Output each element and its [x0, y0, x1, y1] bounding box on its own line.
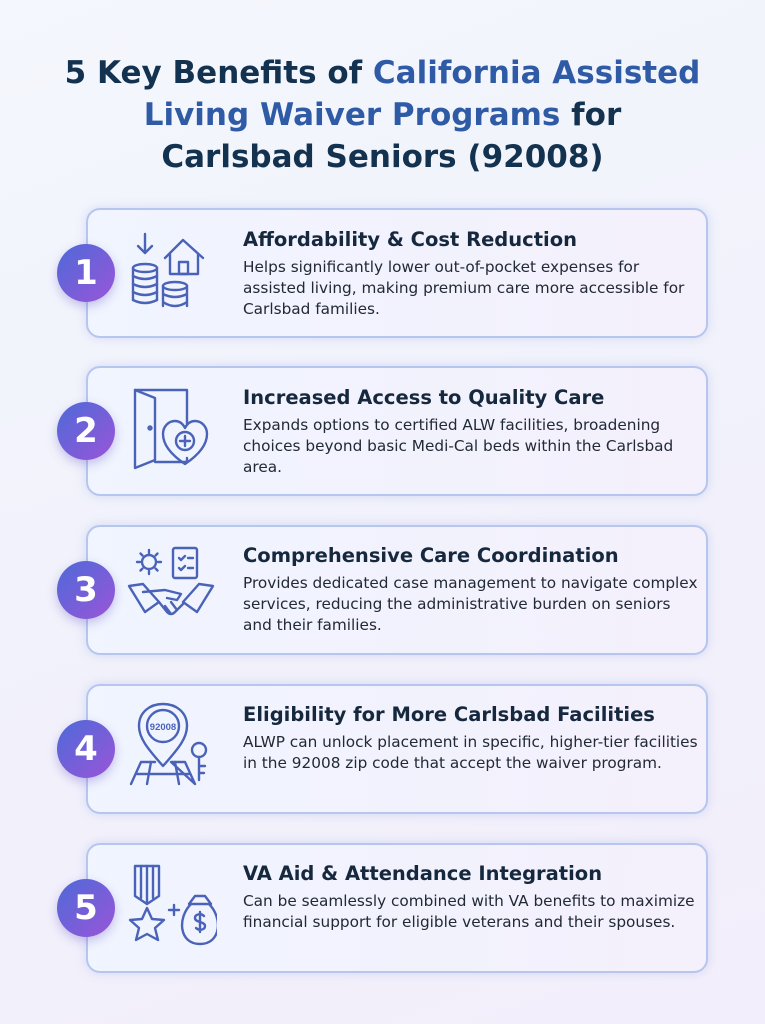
benefit-title-3: Comprehensive Care Coordination	[243, 544, 619, 567]
benefit-title-2: Increased Access to Quality Care	[243, 386, 605, 409]
location-key-icon	[125, 700, 217, 790]
number-badge-4: 4	[57, 720, 115, 778]
benefit-description-3: Provides dedicated case management to navigate complex services, reducing the administrative burden on seniors and their families.	[243, 574, 698, 634]
zip-label: 92008	[149, 722, 177, 733]
title-part-4: for	[560, 97, 622, 133]
title-part-1: 5 Key Benefits of	[64, 55, 373, 91]
number-badge-2: 2	[57, 402, 115, 460]
page-title	[0, 52, 765, 178]
benefit-title-4: Eligibility for More Carlsbad Facilities	[243, 703, 655, 726]
number-badge-1: 1	[57, 244, 115, 302]
title-part-3: Living Waiver Programs	[143, 97, 561, 133]
house-coins-icon	[125, 228, 217, 318]
title-part-5: Carlsbad Seniors (92008)	[161, 139, 604, 175]
benefit-title-1: Affordability & Cost Reduction	[243, 228, 577, 251]
number-badge-3: 3	[57, 561, 115, 619]
handshake-icon	[125, 542, 217, 632]
benefit-description-4: ALWP can unlock placement in specific, higher-tier facilities in the 92008 zip code that accept the waiver program.	[243, 733, 698, 772]
benefit-description-5: Can be seamlessly combined with VA benefits to maximize financial support for eligible veterans and their spouses.	[243, 892, 695, 931]
number-badge-5: 5	[57, 879, 115, 937]
benefit-description-2: Expands options to certified ALW facilities, broadening choices beyond basic Medi-Cal beds within the Carlsbad area.	[243, 416, 674, 476]
medal-money-icon	[125, 860, 217, 950]
title-part-2: California Assisted	[372, 55, 701, 91]
door-heart-icon	[125, 384, 217, 474]
benefit-description-1: Helps significantly lower out-of-pocket expenses for assisted living, making premium care more accessible for Carlsbad families.	[243, 258, 685, 318]
benefit-title-5: VA Aid & Attendance Integration	[243, 862, 603, 885]
